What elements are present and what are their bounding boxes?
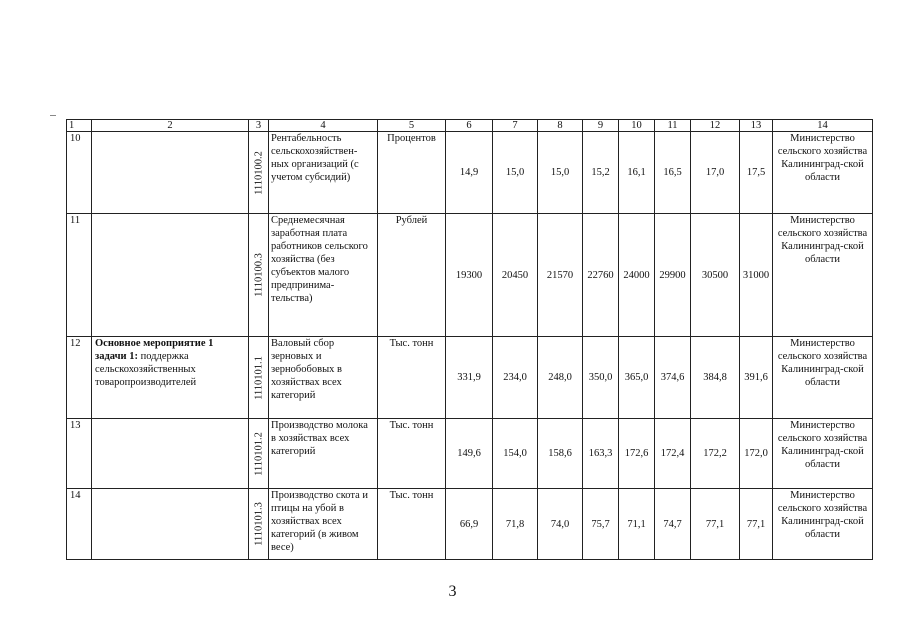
value-cell: 20450 (493, 214, 538, 337)
margin-mark (50, 115, 56, 116)
indicator-cell: Производство скота и птицы на убой в хозяйствах всех категорий (в живом весе) (269, 489, 378, 560)
value-cell: 172,0 (740, 419, 773, 489)
value-cell: 391,6 (740, 337, 773, 419)
event-title: Основное мероприятие 1 задачи 1: (95, 338, 214, 362)
event-cell (92, 419, 249, 489)
value-cell: 22760 (583, 214, 619, 337)
indicator-cell: Рентабельность сельскохозяйствен-ных организаций (с учетом субсидий) (269, 132, 378, 214)
value-cell: 149,6 (446, 419, 493, 489)
value-cell: 350,0 (583, 337, 619, 419)
value-cell: 172,2 (691, 419, 740, 489)
header-cell: 2 (92, 120, 249, 132)
value-cell: 365,0 (619, 337, 655, 419)
row-number: 12 (67, 337, 92, 419)
value-cell: 19300 (446, 214, 493, 337)
code-cell (249, 214, 269, 337)
header-cell: 10 (619, 120, 655, 132)
table-row (67, 214, 873, 337)
value-cell: 17,5 (740, 132, 773, 214)
table-row (67, 337, 873, 419)
header-cell: 9 (583, 120, 619, 132)
code-text: 1110101.3 (253, 502, 264, 546)
responsible-cell: Министерство сельского хозяйства Калининград-ской области (773, 419, 873, 489)
code-cell (249, 337, 269, 419)
responsible-cell: Министерство сельского хозяйства Калининград-ской области (773, 214, 873, 337)
value-cell: 77,1 (740, 489, 773, 560)
header-cell: 12 (691, 120, 740, 132)
value-cell: 172,4 (655, 419, 691, 489)
event-cell (92, 132, 249, 214)
event-cell (92, 489, 249, 560)
value-cell: 15,2 (583, 132, 619, 214)
value-cell: 71,1 (619, 489, 655, 560)
code-text: 1110100.3 (253, 253, 264, 297)
value-cell: 75,7 (583, 489, 619, 560)
responsible-cell: Министерство сельского хозяйства Калининград-ской области (773, 337, 873, 419)
table-row (67, 132, 873, 214)
unit-cell: Процентов (378, 132, 446, 214)
header-cell: 6 (446, 120, 493, 132)
value-cell: 30500 (691, 214, 740, 337)
unit-cell: Тыс. тонн (378, 489, 446, 560)
row-number: 13 (67, 419, 92, 489)
event-cell (92, 214, 249, 337)
code-text: 1110101.1 (253, 355, 264, 400)
code-cell (249, 132, 269, 214)
event-description: поддержка сельскохозяйственных товаропроизводителей (95, 351, 197, 388)
value-cell: 14,9 (446, 132, 493, 214)
value-cell: 74,7 (655, 489, 691, 560)
row-number: 14 (67, 489, 92, 560)
header-cell: 1 (67, 120, 92, 132)
value-cell: 17,0 (691, 132, 740, 214)
indicator-cell: Валовый сбор зерновых и зернобобовых в хозяйствах всех категорий (269, 337, 378, 419)
table-row (67, 419, 873, 489)
event-cell (92, 337, 249, 419)
code-cell (249, 419, 269, 489)
value-cell: 16,1 (619, 132, 655, 214)
value-cell: 15,0 (538, 132, 583, 214)
unit-cell: Тыс. тонн (378, 337, 446, 419)
header-cell: 3 (249, 120, 269, 132)
page-number: 3 (448, 583, 457, 600)
value-cell: 74,0 (538, 489, 583, 560)
table-row (67, 489, 873, 560)
value-cell: 384,8 (691, 337, 740, 419)
value-cell: 248,0 (538, 337, 583, 419)
value-cell: 158,6 (538, 419, 583, 489)
value-cell: 331,9 (446, 337, 493, 419)
header-cell: 13 (740, 120, 773, 132)
header-cell: 4 (269, 120, 378, 132)
value-cell: 66,9 (446, 489, 493, 560)
unit-cell: Тыс. тонн (378, 419, 446, 489)
row-number: 11 (67, 214, 92, 337)
row-number: 10 (67, 132, 92, 214)
value-cell: 163,3 (583, 419, 619, 489)
unit-cell: Рублей (378, 214, 446, 337)
indicator-cell: Производство молока в хозяйствах всех категорий (269, 419, 378, 489)
value-cell: 24000 (619, 214, 655, 337)
value-cell: 29900 (655, 214, 691, 337)
code-cell (249, 489, 269, 560)
value-cell: 71,8 (493, 489, 538, 560)
indicator-cell: Среднемесячная заработная плата работников сельского хозяйства (без субъектов малого предпринима-тельства) (269, 214, 378, 337)
code-text: 1110101.2 (253, 431, 264, 476)
header-cell: 7 (493, 120, 538, 132)
header-cell: 11 (655, 120, 691, 132)
header-cell: 14 (773, 120, 873, 132)
value-cell: 374,6 (655, 337, 691, 419)
header-cell: 5 (378, 120, 446, 132)
value-cell: 77,1 (691, 489, 740, 560)
value-cell: 16,5 (655, 132, 691, 214)
value-cell: 234,0 (493, 337, 538, 419)
code-text: 1110100.2 (253, 150, 264, 195)
value-cell: 172,6 (619, 419, 655, 489)
responsible-cell: Министерство сельского хозяйства Калининград-ской области (773, 489, 873, 560)
value-cell: 154,0 (493, 419, 538, 489)
indicators-table (66, 119, 873, 560)
value-cell: 21570 (538, 214, 583, 337)
header-cell: 8 (538, 120, 583, 132)
header-row (67, 120, 873, 132)
value-cell: 15,0 (493, 132, 538, 214)
responsible-cell: Министерство сельского хозяйства Калининград-ской области (773, 132, 873, 214)
value-cell: 31000 (740, 214, 773, 337)
